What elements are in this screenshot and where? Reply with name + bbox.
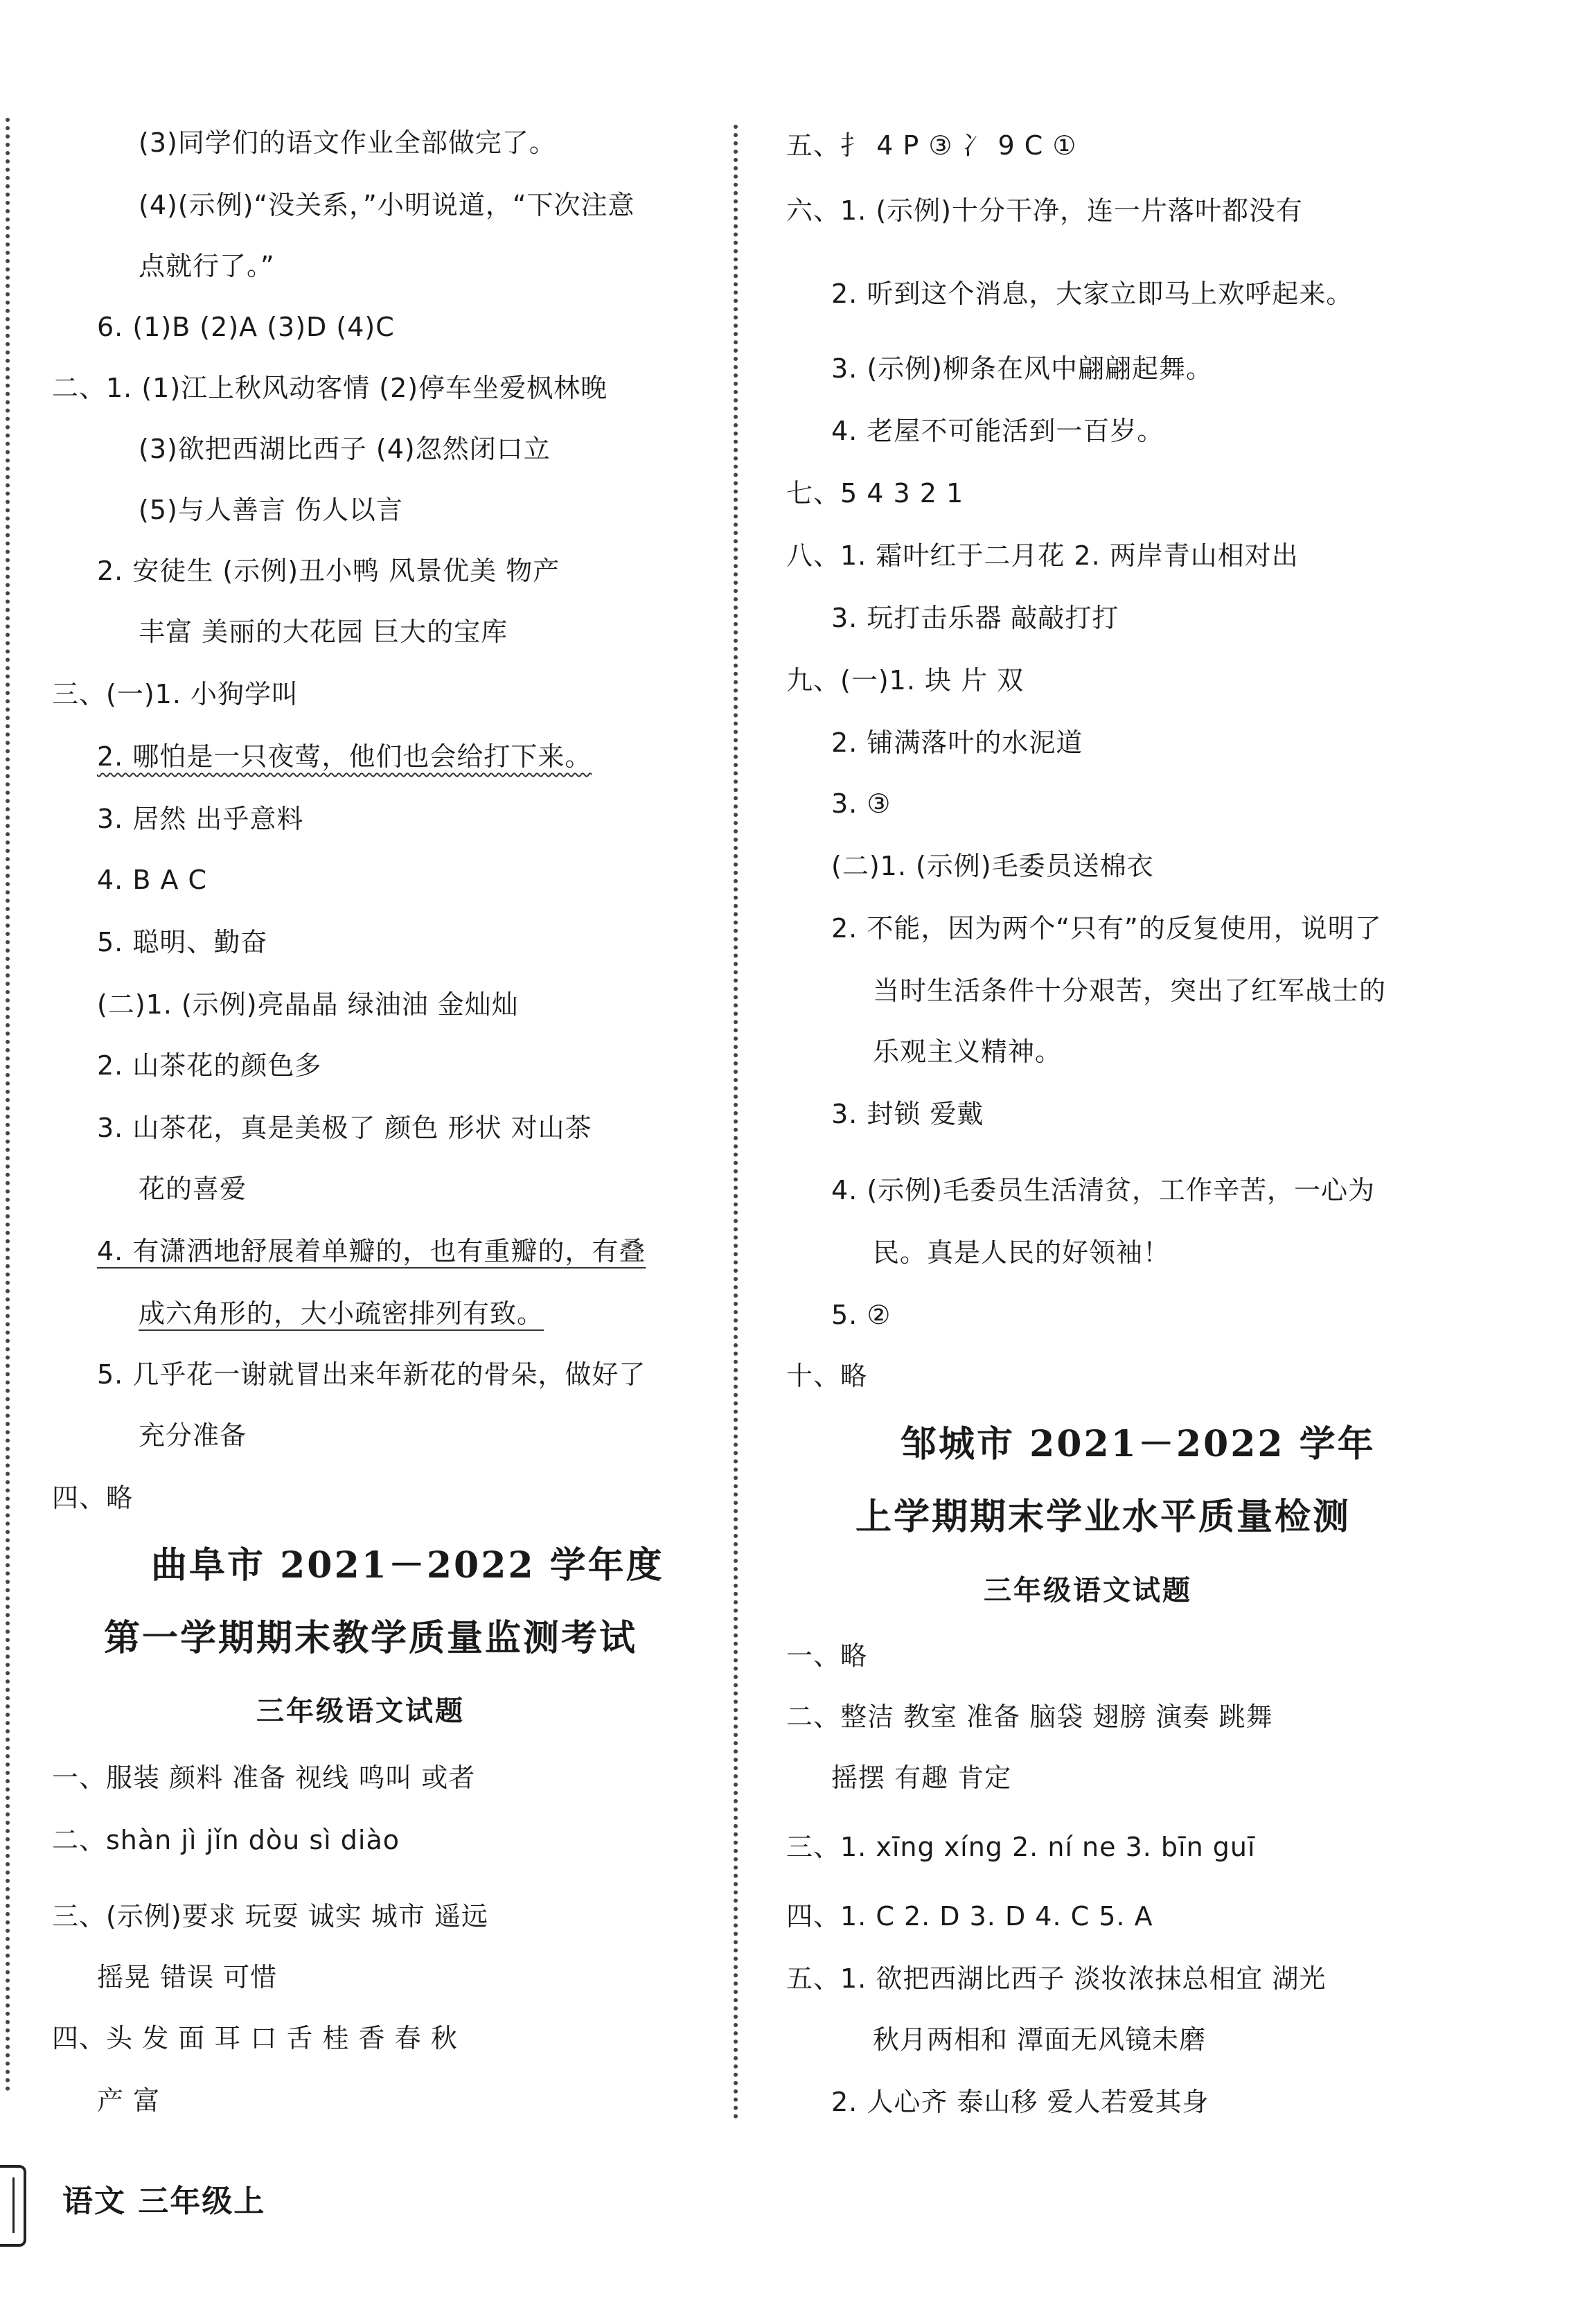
answer-line: 七、5 4 3 2 1 bbox=[786, 478, 964, 509]
page-footer: 语文 三年级上 bbox=[62, 2184, 266, 2219]
answer-line: 民。真是人民的好领袖！ bbox=[873, 1237, 1171, 1268]
answer-line: 3. (示例)柳条在风中翩翩起舞。 bbox=[831, 353, 1213, 384]
answer-line: 十、略 bbox=[786, 1361, 868, 1391]
column-divider-dots bbox=[734, 125, 738, 2120]
answer-line: 一、略 bbox=[786, 1641, 868, 1671]
answer-line: 产 富 bbox=[97, 2085, 161, 2116]
answer-line: 丰富 美丽的大花园 巨大的宝库 bbox=[139, 617, 508, 647]
answer-line: 6. (1)B (2)A (3)D (4)C bbox=[97, 312, 395, 342]
answer-line: 3. 居然 出乎意料 bbox=[97, 804, 304, 834]
binding-dots-left bbox=[6, 118, 10, 2092]
answer-line: 3. ③ bbox=[831, 788, 892, 819]
answer-line: 五、扌 4 P ③ 冫 9 C ① bbox=[786, 130, 1077, 161]
answer-line: 三、1. xīng xíng 2. ní ne 3. bīn guī bbox=[786, 1832, 1256, 1862]
answer-line: (4)(示例)“没关系，”小明说道，“下次注意 bbox=[139, 190, 635, 220]
answer-line-wavy: 2. 哪怕是一只夜莺，他们也会给打下来。 bbox=[97, 741, 592, 772]
answer-line: 八、1. 霜叶红于二月花 2. 两岸青山相对出 bbox=[786, 540, 1299, 571]
answer-line: 点就行了。” bbox=[139, 251, 275, 281]
answer-line: 充分准备 bbox=[139, 1420, 247, 1451]
answer-line: 摇摆 有趣 肯定 bbox=[831, 1762, 1012, 1793]
answer-line: 2. 不能，因为两个“只有”的反复使用，说明了 bbox=[831, 913, 1382, 944]
answer-line: 2. 听到这个消息，大家立即马上欢呼起来。 bbox=[831, 279, 1354, 309]
section-subtitle: 三年级语文试题 bbox=[984, 1574, 1192, 1607]
answer-line: 四、1. C 2. D 3. D 4. C 5. A bbox=[786, 1901, 1153, 1932]
section-title: 曲阜市 2021－2022 学年度 bbox=[151, 1544, 664, 1586]
answer-line: 5. ② bbox=[831, 1300, 892, 1330]
answer-line-underlined: 4. 有潇洒地舒展着单瓣的，也有重瓣的，有叠 bbox=[97, 1236, 646, 1266]
answer-line: 当时生活条件十分艰苦，突出了红军战士的 bbox=[873, 975, 1387, 1006]
answer-line: 2. 铺满落叶的水泥道 bbox=[831, 727, 1083, 758]
answer-line: 一、服装 颜料 准备 视线 鸣叫 或者 bbox=[52, 1762, 476, 1793]
answer-line: 五、1. 欲把西湖比西子 淡妆浓抹总相宜 湖光 bbox=[786, 1963, 1327, 1994]
answer-line: 秋月两相和 潭面无风镜未磨 bbox=[873, 2024, 1207, 2055]
answer-line-underlined: 成六角形的，大小疏密排列有致。 bbox=[139, 1298, 544, 1329]
answer-line: 4. B A C bbox=[97, 865, 208, 895]
answer-line: (3)同学们的语文作业全部做完了。 bbox=[139, 127, 556, 158]
answer-line: 3. 山茶花，真是美极了 颜色 形状 对山茶 bbox=[97, 1113, 592, 1143]
section-title: 邹城市 2021－2022 学年 bbox=[901, 1423, 1376, 1465]
answer-line: 九、(一)1. 块 片 双 bbox=[786, 665, 1025, 696]
answer-line: 5. 聪明、勤奋 bbox=[97, 927, 268, 957]
answer-line: 花的喜爱 bbox=[139, 1174, 247, 1204]
answer-line: 摇晃 错误 可惜 bbox=[97, 1962, 278, 1992]
answer-line: 5. 几乎花一谢就冒出来年新花的骨朵，做好了 bbox=[97, 1359, 646, 1390]
answer-line: 二、shàn jì jǐn dòu sì diào bbox=[52, 1825, 400, 1855]
answer-line: 2. 安徒生 (示例)丑小鸭 风景优美 物产 bbox=[97, 556, 560, 586]
answer-line: 六、1. (示例)十分干净，连一片落叶都没有 bbox=[786, 195, 1303, 226]
answer-line: 二、1. (1)江上秋风动客情 (2)停车坐爱枫林晚 bbox=[52, 373, 608, 403]
section-title: 上学期期末学业水平质量检测 bbox=[855, 1496, 1351, 1538]
answer-line: 2. 山茶花的颜色多 bbox=[97, 1050, 322, 1081]
answer-line: 二、整洁 教室 准备 脑袋 翅膀 演奏 跳舞 bbox=[786, 1702, 1273, 1732]
section-subtitle: 三年级语文试题 bbox=[256, 1695, 465, 1727]
answer-line: 3. 玩打击乐器 敲敲打打 bbox=[831, 603, 1119, 633]
answer-line: 4. 老屋不可能活到一百岁。 bbox=[831, 416, 1164, 446]
answer-line: 3. 封锁 爱戴 bbox=[831, 1099, 984, 1129]
answer-line: 三、(一)1. 小狗学叫 bbox=[52, 679, 299, 709]
answer-line: (二)1. (示例)亮晶晶 绿油油 金灿灿 bbox=[97, 989, 519, 1020]
book-tab-icon bbox=[0, 2165, 26, 2247]
answer-line: 乐观主义精神。 bbox=[873, 1036, 1063, 1067]
answer-line: (5)与人善言 伤人以言 bbox=[139, 495, 403, 525]
answer-line: 四、略 bbox=[52, 1483, 134, 1513]
answer-line: 4. (示例)毛委员生活清贫，工作辛苦，一心为 bbox=[831, 1175, 1375, 1205]
answer-line: (3)欲把西湖比西子 (4)忽然闭口立 bbox=[139, 434, 551, 464]
answer-line: (二)1. (示例)毛委员送棉衣 bbox=[831, 851, 1154, 881]
section-title: 第一学期期末教学质量监测考试 bbox=[104, 1617, 638, 1659]
answer-line: 三、(示例)要求 玩耍 诚实 城市 遥远 bbox=[52, 1901, 488, 1932]
answer-line: 四、头 发 面 耳 口 舌 桂 香 春 秋 bbox=[52, 2023, 458, 2053]
answer-line: 2. 人心齐 泰山移 爱人若爱其身 bbox=[831, 2087, 1209, 2117]
